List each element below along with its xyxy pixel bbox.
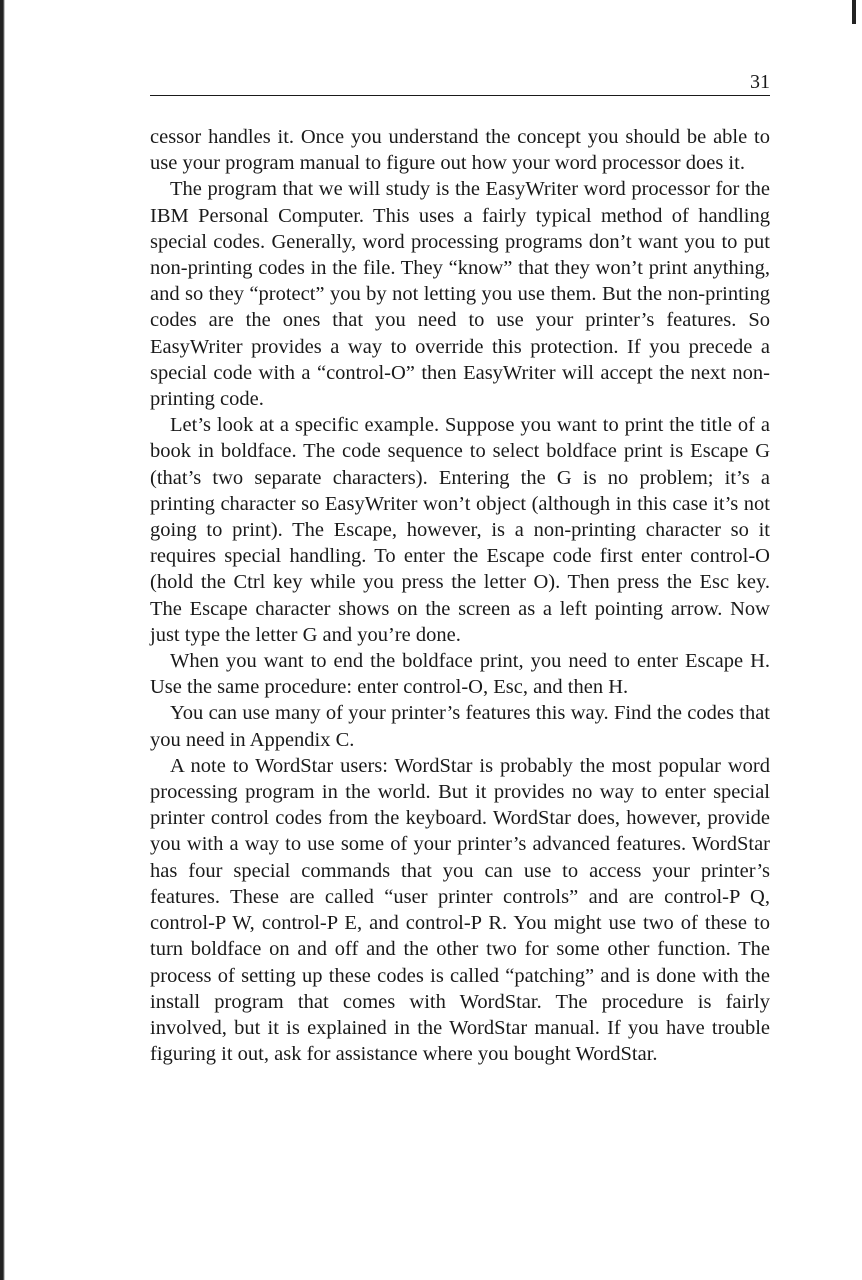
paragraph-2: The program that we will study is the EasyWriter word processor for the IBM Personal Computer. This uses a fairly typical method of handling special codes. Generally, word processing programs don’t want you to put non-printing codes in the file. They “know” that they won’t print anything, and so they “protect” you by not letting you use them. But the non-printing codes are the ones that you need to use your printer’s features. So EasyWriter provides a way to override this protection. If you precede a special code with a “control-O” then EasyWriter will accept the next non-printing code. — [150, 178, 770, 411]
page-number: 31 — [750, 71, 770, 93]
scan-mark-right — [852, 0, 856, 24]
paragraph-3: Let’s look at a specific example. Suppose you want to print the title of a book in boldface. The code sequence to select boldface print is Escape G (that’s two separate characters). Entering the G is no problem; it’s a printing character so EasyWriter won’t object (although in this case it’s not going to print). The Escape, however, is a non-printing character so it requires special handling. To enter the Escape code first enter control-O (hold the Ctrl key while you press the letter O). Then press the Esc key. The Escape character shows on the screen as a left pointing arrow. Now just type the letter G and you’re done. — [150, 414, 770, 646]
header-rule — [150, 95, 770, 96]
paragraph-1: cessor handles it. Once you understand the concept you should be able to use your program manual to figure out how your word processor does it. — [150, 126, 770, 175]
paragraph-6: A note to WordStar users: WordStar is probably the most popular word processing program in the world. But it provides no way to enter special printer control codes from the keyboard. WordStar does, however, provide you with a way to use some of your printer’s advanced features. WordStar has four special commands that you can use to access your printer’s features. These are called “user printer controls” and are control-P Q, control-P W, control-P E, and control-P R. You might use two of these to turn boldface on and off and the other two for some other function. The process of setting up these codes is called “patching” and is done with the install program that comes with WordStar. The procedure is fairly involved, but it is explained in the WordStar manual. If you have trouble figuring it out, ask for assistance where you bought WordStar. — [150, 754, 770, 1066]
paragraph-4: When you want to end the boldface print, you need to enter Escape H. Use the same procedure: enter control-O, Esc, and then H. — [150, 650, 770, 699]
body-text — [150, 124, 770, 1067]
page-header — [150, 70, 770, 94]
paragraph-5: You can use many of your printer’s features this way. Find the codes that you need in Appendix C. — [150, 702, 770, 751]
scan-edge-left — [0, 0, 5, 1280]
